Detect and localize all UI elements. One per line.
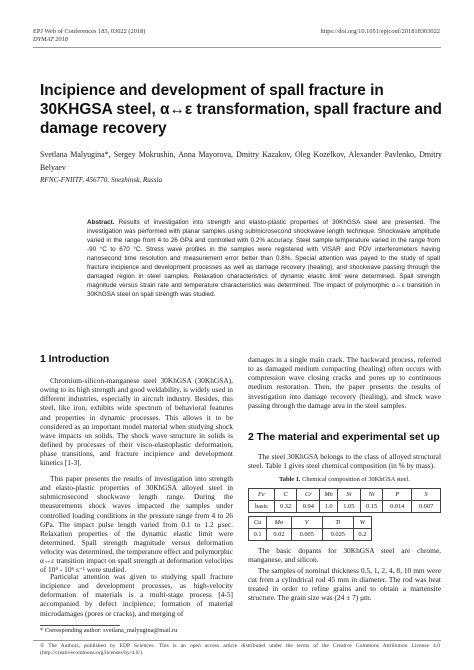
intro-paragraph-2: This paper presents the results of investigation into strength and elasto-plastic properties of 30KhGSA alloyed steel in submicrosecond shockwave length range. During the measurements shock waves impacted the samples under controlled loading conditions in the pressure range from 4 to 26 GPa. The impact pulse length varied from 0.1 to 1.2 μsec. Relaxation properties of the dynamic elastic limit were determined. Spall strength magnitude versus deformation velocity was determined, the temperature effect and polymorphic α↔ε transition impact on spall strength at deformation velocities of 10⁴ - 10⁶ s⁻¹ were studied. bbox=[40, 474, 233, 575]
table-cell: Cr bbox=[297, 489, 320, 501]
material-paragraph-2: The basic dopants for 30KhGSA steel are chrome, manganese, and silicon. bbox=[248, 546, 441, 565]
footer-divider bbox=[33, 640, 441, 641]
table-cell: 0.94 bbox=[297, 501, 320, 513]
header-divider bbox=[33, 47, 441, 48]
section-heading-material: 2 The material and experimental set up bbox=[248, 432, 440, 443]
table-cell: S bbox=[412, 489, 441, 501]
license-notice: © The Authors, published by EDP Sciences. This is an open access article distributed under the terms of the Creative Commons Attribution License 4.0 (http://creativecommons.org/licenses/by/4.0/). bbox=[40, 643, 440, 656]
table-cell: P bbox=[383, 489, 412, 501]
table-row-elements bbox=[249, 489, 441, 501]
table-cell: Mo bbox=[267, 517, 292, 529]
composition-table-1 bbox=[248, 488, 441, 513]
table-cell: 0.007 bbox=[412, 501, 441, 513]
affiliation: RFNC-FNIITF, 456770. Snezhinsk, Russia bbox=[40, 176, 163, 184]
intro-paragraph-1: Chromium-silicon-manganese steel 30KhGSA (30KhGSA), owing to its high strength and good weldability, is widely used in different industries, especially in aircraft industry. Besides, this steel, like iron, exhibits wide spectrum of behavioral features and properties in dynamic processes. This allows it to be considered as an important model material when studying shock wave impacts on solids. The shock wave structure in solids is defined by processes of their visco-elastoplastic deformation, phase transitions, and fracture incipience and development kinetics [1-3]. bbox=[40, 376, 233, 468]
abstract-text: Results of investigation into strength and elasto-plastic properties of 30KhGSA steel are presented. The investigation was performed with planar samples using submicrosecond shockwave length technique. Shockwave amplitude varied in the range from 4 to 26 GPa and controlled with 0.2% accuracy. Steel sample temperature varied in the range from -90 °C to 670 °C. Stress wave profiles in the samples were registered with VISAR and PDV interferometers having nanosecond time resolution and measurement error better than 0.8%. Special attention was payed to the study of spall fracture incipience and development processes as well as damage recovery (healing), and shockwave passing through the damaged region in steel samples. Relaxation characteristics of dynamic elastic limit were determined. Spall strength magnitude versus strain rate and temperature characteristics was determined. The impact of polymorphic α↔ε transition in 30KhGSA steel on spall strength was studied. bbox=[87, 219, 440, 298]
author-list: Svetlana Malyugina*, Sergey Mokrushin, Anna Mayorova, Dmitry Kazakov, Oleg Kozelkov, Alexander Pavlenko, Dmitry Belyaev bbox=[40, 150, 442, 172]
intro-paragraph-3: Particular attention was given to studying spall fracture incipience and development processes, as high-velocity deformation of materials is a multi-stage process [4-5] accompanied by defect incipience, formation of material microdamages (pores or cracks), and merging of bbox=[40, 572, 233, 618]
conference-name: DYMAT 2018 bbox=[33, 35, 68, 43]
right-paragraph-1: damages in a single main crack. The backward process, referred to as damaged medium compacting (healing) often occurs with compression wave closing cracks and pores up to continuous medium restoration. Then, the paper presents the results of investigation into damage recovery (healing), and shock wave passing through the damage area in the steel samples. bbox=[248, 355, 441, 410]
table-row-elements bbox=[249, 517, 372, 529]
table-cell: 0.005 bbox=[291, 529, 322, 541]
table-cell: 0.32 bbox=[274, 501, 297, 513]
material-paragraph-1: The steel 30KhGSA belongs to the class of alloyed structural steel. Table 1 gives steel chemical composition (in % by mass). bbox=[248, 452, 441, 471]
table-cell: 0.15 bbox=[360, 501, 383, 513]
table-cell: Ni bbox=[360, 489, 383, 501]
table-cell: 0.2 bbox=[353, 529, 371, 541]
material-paragraph-3: The samples of nominal thickness 0.5, 1, 2, 4, 8, 10 mm were cut from a cylindrical rod 45 mm in diameter. The rod was heat treated in order to refine grains and to obtain a martensite structure. The grain size was (24 ± 7) μm. bbox=[248, 566, 441, 603]
table-cell: 1.0 bbox=[320, 501, 338, 513]
table-caption-label: Table 1. bbox=[279, 476, 301, 483]
journal-citation: EPJ Web of Conferences 183, 03022 (2018) bbox=[33, 28, 146, 35]
table-cell: 1.05 bbox=[338, 501, 361, 513]
table-cell: C bbox=[274, 489, 297, 501]
paper-title: Incipience and development of spall fracture in 30KHGSA steel, α↔ε transformation, spall fracture and damage recovery bbox=[40, 82, 442, 137]
abstract bbox=[87, 219, 440, 300]
abstract-label: Abstract. bbox=[87, 219, 115, 226]
table-cell: 0.02 bbox=[267, 529, 292, 541]
table-caption-text: Chemical composition of 30KhGSA steel. bbox=[302, 476, 410, 483]
table-cell: 0.1 bbox=[249, 529, 267, 541]
table-row-values bbox=[249, 529, 372, 541]
table-caption bbox=[248, 476, 441, 483]
table-cell: Si bbox=[338, 489, 361, 501]
doi-link[interactable]: https://doi.org/10.1051/epjconf/201818303022 bbox=[320, 28, 440, 35]
footnote-divider bbox=[40, 625, 120, 626]
table-cell: basis bbox=[249, 501, 275, 513]
table-cell: W bbox=[353, 517, 371, 529]
corresponding-author-footnote: * Corresponding author: svetlana_malyugina@mail.ru bbox=[40, 627, 178, 634]
table-row-values bbox=[249, 501, 441, 513]
composition-table-2 bbox=[248, 516, 372, 541]
running-header-left bbox=[33, 28, 145, 43]
table-cell: 0.014 bbox=[383, 501, 412, 513]
table-cell: Fe bbox=[249, 489, 275, 501]
table-cell: 0.025 bbox=[322, 529, 353, 541]
table-cell: Mn bbox=[320, 489, 338, 501]
table-cell: V bbox=[291, 517, 322, 529]
table-cell: Cu bbox=[249, 517, 267, 529]
table-cell: Ti bbox=[322, 517, 353, 529]
section-heading-introduction: 1 Introduction bbox=[40, 354, 110, 365]
